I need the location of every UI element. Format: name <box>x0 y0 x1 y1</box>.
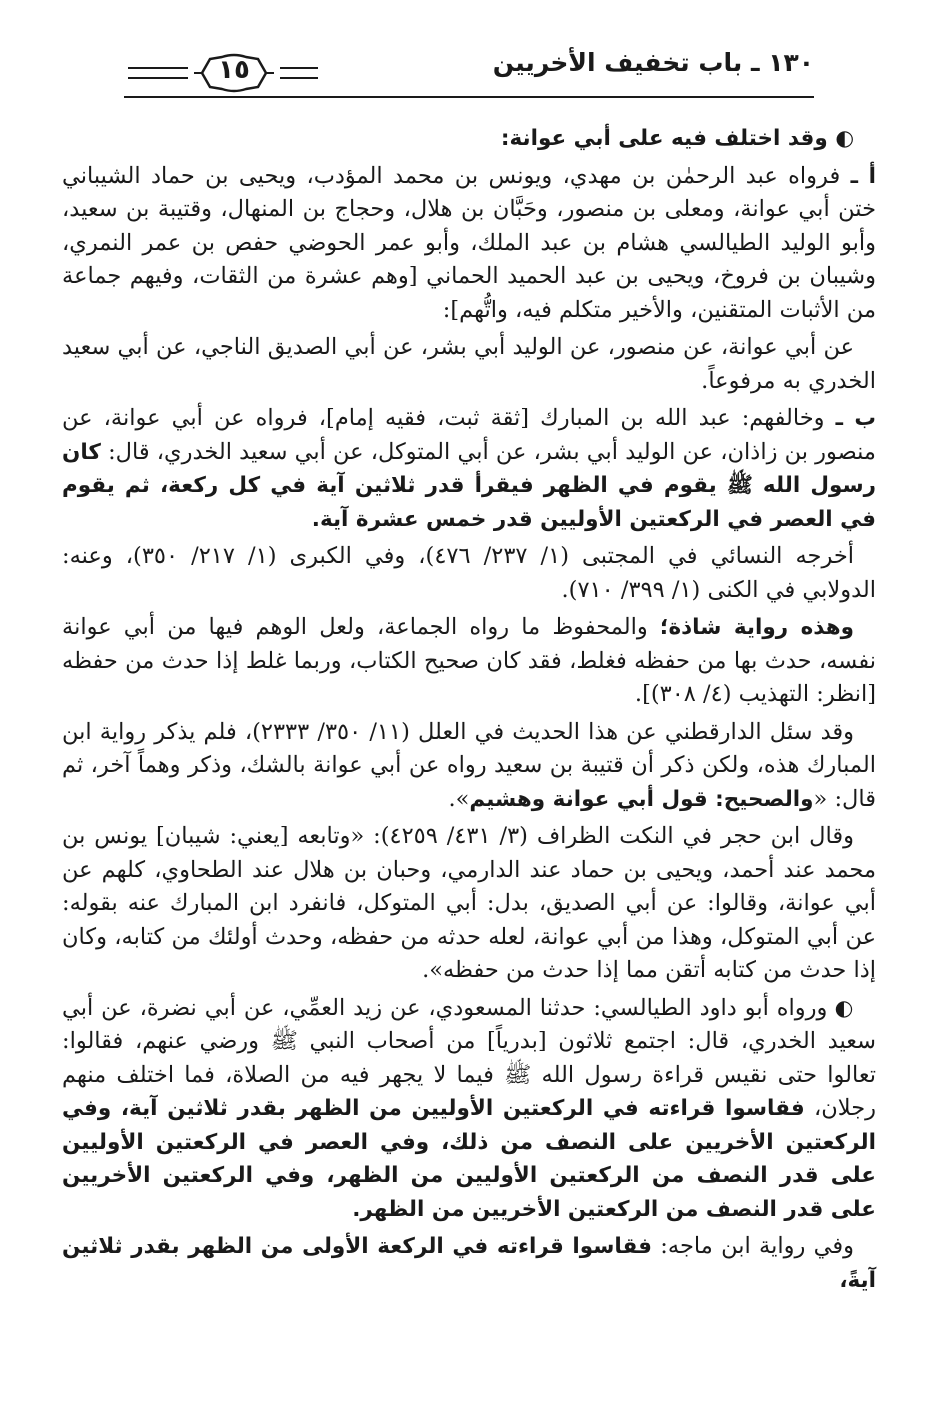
paragraph <box>62 820 876 988</box>
paragraph <box>62 122 876 156</box>
page-number: ١٥ <box>218 55 250 85</box>
paragraph <box>62 402 876 536</box>
text-segment: وفي رواية ابن ماجه: <box>652 1233 854 1259</box>
bold-text-segment: ◐ وقد اختلف فيه على أبي عوانة: <box>500 126 854 151</box>
text-segment: ورواه أبو داود الطيالسي: حدثنا المسعودي، عن زيد العمِّي، عن أبي نضرة، عن أبي سعيد الخدري، قال: اجتمع ثلاثون [بدرياً] من أصحاب النبي ﷺ ورضي عنهم، فقالوا: تعالوا حتى نقيس قراءة رسول الله ﷺ فيما لا يجهر فيه من الصلاة، فما اختلف منهم رجلان، <box>62 994 876 1121</box>
ornament-lines-right <box>280 67 318 79</box>
bold-text-segment: ◐ <box>834 995 854 1021</box>
bold-text-segment: فقاسوا قراءته في الركعتين الأوليين من الظهر بقدر ثلاثين آية، وفي الركعتين الأخريين على النصف من ذلك، وفي العصر في الركعتين الأوليين على قدر النصف من الركعتين الأوليين من الظهر، وفي الركعتين الأخريين على قدر النصف من الركعتين الأخريين من الظهر. <box>62 1096 876 1222</box>
text-segment: ». <box>448 785 470 812</box>
paragraph <box>62 611 876 712</box>
paragraph <box>62 992 876 1227</box>
text-segment: وقد سئل الدارقطني عن هذا الحديث في العلل (١١/ ٣٥٠/ ٢٣٣٣)، فلم يذكر رواية ابن المبارك هذه، ولكن ذكر أن قتيبة بن سعيد رواه عن أبي عوانة بالشك، وذكر وهماً آخر، ثم قال: « <box>62 718 876 812</box>
paragraph <box>62 716 876 817</box>
paragraph <box>62 1230 876 1297</box>
bold-text-segment: وهذه رواية شاذة؛ <box>659 615 854 640</box>
header-rule <box>124 96 814 98</box>
text-segment: وقال ابن حجر في النكت الظراف (٣/ ٤٣١/ ٤٢٥٩): «وتابعه [يعني: شيبان] يونس بن محمد عند أحمد، ويحيى بن حماد عند الدارمي، وحبان بن هلال عند الطحاوي، كلهم عن أبي عوانة، وقالوا: عن أبي الصديق، بدل: أبي المتوكل، فانفرد ابن المبارك عنه بقوله: عن أبي المتوكل، وهذا من أبي عوانة، لعله حدثه من حفظه، وحدث أولئك من كتابه، وكان إذا حدث من كتابه أتقن مما إذا حدث من حفظه». <box>62 823 876 983</box>
bold-text-segment: والصحيح: قول أبي عوانة وهشيم <box>469 786 814 812</box>
paragraph <box>62 540 876 607</box>
text-segment: والمحفوظ ما رواه الجماعة، ولعل الوهم فيها من أبي عوانة نفسه، حدث بها من حفظه فغلط، فقد كان صحيح الكتاب، وربما غلط إذا حدث من حفظه [انظر: التهذيب (٤/ ٣٠٨)]. <box>62 614 876 707</box>
text-segment: وخالفهم: عبد الله بن المبارك [ثقة ثبت، فقيه إمام]، فرواه عن أبي عوانة، عن منصور بن زاذان، عن الوليد أبي بشر، عن أبي المتوكل، عن أبي سعيد الخدري، قال: <box>62 405 876 465</box>
paragraph <box>62 331 876 398</box>
page-body <box>62 122 876 1297</box>
ornament-lines-left <box>128 67 188 79</box>
text-segment: عن أبي عوانة، عن منصور، عن الوليد أبي بشر، عن أبي الصديق الناجي، عن أبي سعيد الخدري به مرفوعاً. <box>62 334 876 394</box>
page-number-ornament <box>128 50 318 96</box>
page-number-frame <box>192 53 276 93</box>
chapter-title: ١٣٠ ـ باب تخفيف الأخريين <box>492 48 814 77</box>
bold-text-segment: كان رسول الله ﷺ يقوم في الظهر فيقرأ قدر ثلاثين آية في كل ركعة، ثم يقوم في العصر في الركعتين الأوليين قدر خمس عشرة آية. <box>62 439 876 532</box>
page-header <box>62 0 876 100</box>
text-segment: أخرجه النسائي في المجتبى (١/ ٢٣٧/ ٤٧٦)، وفي الكبرى (١/ ٢١٧/ ٣٥٠)، وعنه: الدولابي في الكنى (١/ ٣٩٩/ ٧١٠). <box>62 543 876 603</box>
paragraph <box>62 160 876 328</box>
text-segment: فرواه عبد الرحمٰن بن مهدي، ويونس بن محمد المؤدب، ويحيى بن حماد الشيباني ختن أبي عوانة، ومعلى بن منصور، وحَبَّان بن هلال، وحجاج بن المنهال، وقتيبة بن سعيد، وأبو الوليد الطيالسي هشام بن عبد الملك، وأبو عمر الحوضي حفص بن عمر النمري، وشيبان بن فروخ، ويحيى بن عبد الحميد الحماني [وهم عشرة من الثقات، وفيهم جماعة من الأثبات المتقنين، والأخير متكلم فيه، واتُّهم]: <box>62 162 876 323</box>
bold-text-segment: ب ـ <box>835 406 876 431</box>
bold-text-segment: أ ـ <box>850 163 876 189</box>
bold-text-segment: فقاسوا قراءته في الركعة الأولى من الظهر بقدر ثلاثين آيةً، <box>62 1234 876 1293</box>
